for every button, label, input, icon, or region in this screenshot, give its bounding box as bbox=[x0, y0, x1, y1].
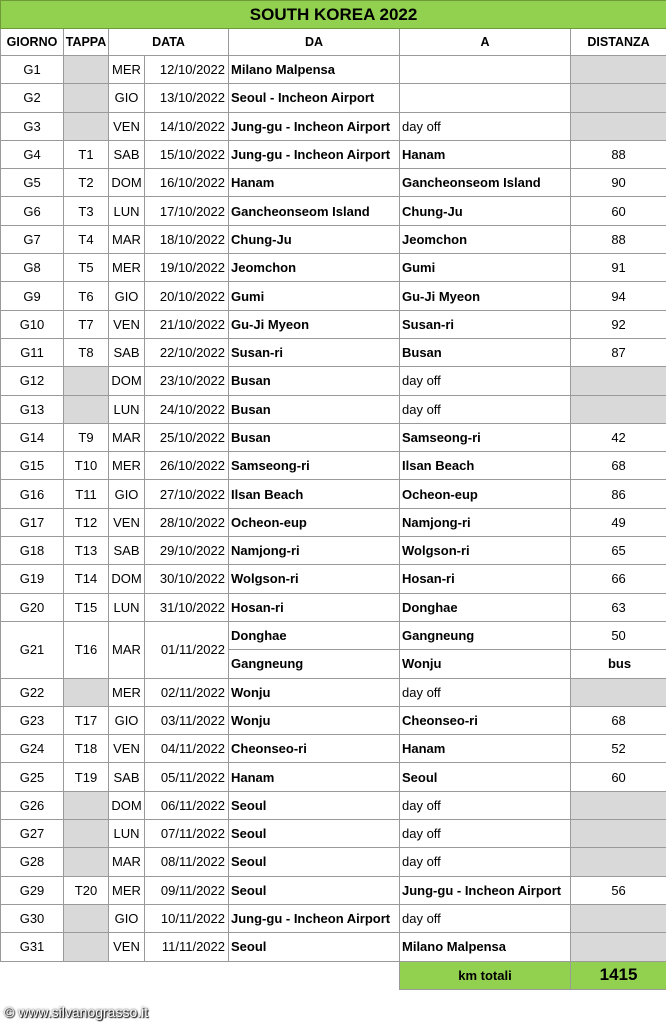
cell-date: 02/11/2022 bbox=[145, 678, 229, 706]
table-row bbox=[1, 310, 666, 338]
table-row bbox=[1, 876, 666, 904]
cell-date: 19/10/2022 bbox=[145, 254, 229, 282]
cell-date: 29/10/2022 bbox=[145, 537, 229, 565]
cell-giorno: G23 bbox=[1, 706, 64, 734]
cell-giorno: G16 bbox=[1, 480, 64, 508]
cell-distanza: 66 bbox=[571, 565, 666, 593]
cell-da: Seoul bbox=[229, 933, 400, 961]
table-row bbox=[1, 395, 666, 423]
cell-dow: MER bbox=[109, 876, 145, 904]
cell-giorno: G26 bbox=[1, 791, 64, 819]
table-row bbox=[1, 763, 666, 791]
table-row bbox=[1, 84, 666, 112]
cell-a bbox=[400, 56, 571, 84]
cell-a: Ocheon-eup bbox=[400, 480, 571, 508]
header-giorno: GIORNO bbox=[1, 29, 64, 56]
cell-dow: LUN bbox=[109, 820, 145, 848]
cell-distanza bbox=[571, 820, 666, 848]
cell-giorno: G21 bbox=[1, 621, 64, 678]
cell-a: Milano Malpensa bbox=[400, 933, 571, 961]
cell-a: Chung-Ju bbox=[400, 197, 571, 225]
cell-tappa: T6 bbox=[64, 282, 109, 310]
cell-da: Seoul bbox=[229, 820, 400, 848]
cell-date: 07/11/2022 bbox=[145, 820, 229, 848]
cell-a: Busan bbox=[400, 338, 571, 366]
cell-date: 14/10/2022 bbox=[145, 112, 229, 140]
cell-dow: VEN bbox=[109, 933, 145, 961]
table-row bbox=[1, 282, 666, 310]
cell-dow: SAB bbox=[109, 140, 145, 168]
cell-a: day off bbox=[400, 904, 571, 932]
cell-dow: LUN bbox=[109, 593, 145, 621]
cell-da: Chung-Ju bbox=[229, 225, 400, 253]
cell-distanza: 92 bbox=[571, 310, 666, 338]
cell-giorno: G13 bbox=[1, 395, 64, 423]
cell-giorno: G2 bbox=[1, 84, 64, 112]
table-row bbox=[1, 225, 666, 253]
cell-dow: VEN bbox=[109, 735, 145, 763]
cell-giorno: G31 bbox=[1, 933, 64, 961]
cell-a: Ilsan Beach bbox=[400, 452, 571, 480]
cell-date: 27/10/2022 bbox=[145, 480, 229, 508]
cell-dow: MAR bbox=[109, 225, 145, 253]
table-row bbox=[1, 537, 666, 565]
cell-distanza bbox=[571, 395, 666, 423]
cell-date: 06/11/2022 bbox=[145, 791, 229, 819]
cell-dow: GIO bbox=[109, 84, 145, 112]
cell-da: Gancheonseom Island bbox=[229, 197, 400, 225]
cell-distanza: 49 bbox=[571, 508, 666, 536]
cell-distanza: 91 bbox=[571, 254, 666, 282]
cell-tappa bbox=[64, 84, 109, 112]
cell-da: Wolgson-ri bbox=[229, 565, 400, 593]
cell-dow: MAR bbox=[109, 423, 145, 451]
cell-dow: SAB bbox=[109, 763, 145, 791]
table-row bbox=[1, 735, 666, 763]
cell-a: Gu-Ji Myeon bbox=[400, 282, 571, 310]
cell-date: 20/10/2022 bbox=[145, 282, 229, 310]
cell-dow: GIO bbox=[109, 480, 145, 508]
cell-giorno: G11 bbox=[1, 338, 64, 366]
cell-da: Seoul - Incheon Airport bbox=[229, 84, 400, 112]
cell-da: Samseong-ri bbox=[229, 452, 400, 480]
cell-da: Donghae bbox=[229, 621, 400, 649]
cell-giorno: G30 bbox=[1, 904, 64, 932]
cell-date: 26/10/2022 bbox=[145, 452, 229, 480]
cell-a bbox=[400, 84, 571, 112]
cell-tappa bbox=[64, 904, 109, 932]
cell-tappa: T15 bbox=[64, 593, 109, 621]
cell-giorno: G17 bbox=[1, 508, 64, 536]
cell-a: Hanam bbox=[400, 735, 571, 763]
cell-date: 17/10/2022 bbox=[145, 197, 229, 225]
table-row bbox=[1, 904, 666, 932]
cell-tappa bbox=[64, 933, 109, 961]
table-row bbox=[1, 423, 666, 451]
table-row bbox=[1, 140, 666, 168]
cell-date: 22/10/2022 bbox=[145, 338, 229, 366]
cell-distanza bbox=[571, 56, 666, 84]
cell-a: day off bbox=[400, 395, 571, 423]
cell-a: Jung-gu - Incheon Airport bbox=[400, 876, 571, 904]
cell-date: 11/11/2022 bbox=[145, 933, 229, 961]
header-data: DATA bbox=[109, 29, 229, 56]
cell-tappa: T4 bbox=[64, 225, 109, 253]
cell-a: day off bbox=[400, 848, 571, 876]
cell-tappa: T8 bbox=[64, 338, 109, 366]
cell-distanza: 65 bbox=[571, 537, 666, 565]
cell-distanza: 88 bbox=[571, 225, 666, 253]
cell-distanza: 52 bbox=[571, 735, 666, 763]
cell-a: Gangneung bbox=[400, 621, 571, 649]
cell-dow: MAR bbox=[109, 848, 145, 876]
cell-giorno: G25 bbox=[1, 763, 64, 791]
cell-tappa: T7 bbox=[64, 310, 109, 338]
cell-giorno: G12 bbox=[1, 367, 64, 395]
table-row bbox=[1, 480, 666, 508]
cell-distanza: 50 bbox=[571, 621, 666, 649]
cell-date: 05/11/2022 bbox=[145, 763, 229, 791]
total-label: km totali bbox=[400, 961, 571, 989]
cell-dow: DOM bbox=[109, 565, 145, 593]
cell-giorno: G4 bbox=[1, 140, 64, 168]
header-da: DA bbox=[229, 29, 400, 56]
cell-da: Namjong-ri bbox=[229, 537, 400, 565]
cell-da: Cheonseo-ri bbox=[229, 735, 400, 763]
cell-dow: GIO bbox=[109, 706, 145, 734]
cell-giorno: G29 bbox=[1, 876, 64, 904]
cell-da: Hosan-ri bbox=[229, 593, 400, 621]
cell-distanza: 68 bbox=[571, 452, 666, 480]
table-row bbox=[1, 197, 666, 225]
cell-date: 09/11/2022 bbox=[145, 876, 229, 904]
cell-distanza: 60 bbox=[571, 197, 666, 225]
cell-dow: GIO bbox=[109, 904, 145, 932]
cell-dow: VEN bbox=[109, 508, 145, 536]
cell-da: Jung-gu - Incheon Airport bbox=[229, 140, 400, 168]
cell-date: 16/10/2022 bbox=[145, 169, 229, 197]
cell-tappa: T13 bbox=[64, 537, 109, 565]
cell-distanza: 86 bbox=[571, 480, 666, 508]
table-row bbox=[1, 367, 666, 395]
cell-date: 28/10/2022 bbox=[145, 508, 229, 536]
cell-a: Susan-ri bbox=[400, 310, 571, 338]
cell-distanza bbox=[571, 367, 666, 395]
table-row bbox=[1, 508, 666, 536]
table-title: SOUTH KOREA 2022 bbox=[1, 1, 666, 29]
cell-giorno: G22 bbox=[1, 678, 64, 706]
cell-date: 31/10/2022 bbox=[145, 593, 229, 621]
cell-da: Busan bbox=[229, 395, 400, 423]
cell-a: Namjong-ri bbox=[400, 508, 571, 536]
cell-da: Gangneung bbox=[229, 650, 400, 678]
cell-a: day off bbox=[400, 820, 571, 848]
cell-tappa bbox=[64, 395, 109, 423]
cell-tappa: T1 bbox=[64, 140, 109, 168]
cell-a: Wolgson-ri bbox=[400, 537, 571, 565]
table-row bbox=[1, 112, 666, 140]
cell-tappa: T18 bbox=[64, 735, 109, 763]
cell-date: 25/10/2022 bbox=[145, 423, 229, 451]
cell-date: 15/10/2022 bbox=[145, 140, 229, 168]
cell-tappa bbox=[64, 848, 109, 876]
cell-distanza: 60 bbox=[571, 763, 666, 791]
cell-dow: SAB bbox=[109, 338, 145, 366]
cell-da: Gumi bbox=[229, 282, 400, 310]
header-tappa: TAPPA bbox=[64, 29, 109, 56]
cell-da: Ocheon-eup bbox=[229, 508, 400, 536]
cell-giorno: G8 bbox=[1, 254, 64, 282]
table-row bbox=[1, 169, 666, 197]
cell-a: day off bbox=[400, 112, 571, 140]
cell-distanza bbox=[571, 848, 666, 876]
cell-tappa bbox=[64, 56, 109, 84]
cell-giorno: G6 bbox=[1, 197, 64, 225]
cell-date: 21/10/2022 bbox=[145, 310, 229, 338]
cell-tappa: T3 bbox=[64, 197, 109, 225]
table-row bbox=[1, 254, 666, 282]
cell-da: Wonju bbox=[229, 678, 400, 706]
cell-dow: MER bbox=[109, 678, 145, 706]
header-distanza: DISTANZA bbox=[571, 29, 666, 56]
cell-distanza: 68 bbox=[571, 706, 666, 734]
table-row bbox=[1, 593, 666, 621]
cell-distanza: 90 bbox=[571, 169, 666, 197]
cell-dow: VEN bbox=[109, 112, 145, 140]
cell-distanza bbox=[571, 933, 666, 961]
cell-giorno: G10 bbox=[1, 310, 64, 338]
cell-giorno: G7 bbox=[1, 225, 64, 253]
cell-giorno: G1 bbox=[1, 56, 64, 84]
cell-tappa: T10 bbox=[64, 452, 109, 480]
cell-date: 03/11/2022 bbox=[145, 706, 229, 734]
cell-giorno: G3 bbox=[1, 112, 64, 140]
cell-tappa bbox=[64, 367, 109, 395]
cell-tappa: T2 bbox=[64, 169, 109, 197]
table-row bbox=[1, 338, 666, 366]
cell-distanza: 42 bbox=[571, 423, 666, 451]
cell-dow: LUN bbox=[109, 395, 145, 423]
cell-dow: MAR bbox=[109, 621, 145, 678]
cell-tappa bbox=[64, 820, 109, 848]
cell-tappa: T17 bbox=[64, 706, 109, 734]
cell-date: 01/11/2022 bbox=[145, 621, 229, 678]
cell-giorno: G5 bbox=[1, 169, 64, 197]
cell-da: Seoul bbox=[229, 848, 400, 876]
cell-tappa: T16 bbox=[64, 621, 109, 678]
cell-a: Jeomchon bbox=[400, 225, 571, 253]
cell-date: 10/11/2022 bbox=[145, 904, 229, 932]
cell-distanza: 56 bbox=[571, 876, 666, 904]
cell-tappa: T11 bbox=[64, 480, 109, 508]
cell-a: Wonju bbox=[400, 650, 571, 678]
header-a: A bbox=[400, 29, 571, 56]
cell-date: 12/10/2022 bbox=[145, 56, 229, 84]
cell-a: day off bbox=[400, 678, 571, 706]
table-row bbox=[1, 452, 666, 480]
cell-date: 18/10/2022 bbox=[145, 225, 229, 253]
table-row bbox=[1, 565, 666, 593]
cell-a: Hanam bbox=[400, 140, 571, 168]
cell-distanza bbox=[571, 904, 666, 932]
cell-tappa: T5 bbox=[64, 254, 109, 282]
cell-da: Gu-Ji Myeon bbox=[229, 310, 400, 338]
cell-distanza: bus bbox=[571, 650, 666, 678]
table-row bbox=[1, 933, 666, 961]
header-row bbox=[1, 29, 666, 56]
cell-a: Gumi bbox=[400, 254, 571, 282]
table-row bbox=[1, 791, 666, 819]
totals-spacer bbox=[1, 961, 400, 989]
cell-dow: MER bbox=[109, 452, 145, 480]
cell-tappa: T19 bbox=[64, 763, 109, 791]
cell-tappa: T14 bbox=[64, 565, 109, 593]
table-row bbox=[1, 621, 666, 649]
cell-distanza bbox=[571, 84, 666, 112]
cell-a: day off bbox=[400, 791, 571, 819]
cell-da: Hanam bbox=[229, 169, 400, 197]
total-value: 1415 bbox=[571, 961, 666, 989]
cell-tappa bbox=[64, 678, 109, 706]
cell-dow: DOM bbox=[109, 367, 145, 395]
cell-distanza bbox=[571, 678, 666, 706]
cell-dow: VEN bbox=[109, 310, 145, 338]
cell-a: Cheonseo-ri bbox=[400, 706, 571, 734]
cell-da: Ilsan Beach bbox=[229, 480, 400, 508]
cell-da: Busan bbox=[229, 423, 400, 451]
cell-distanza: 88 bbox=[571, 140, 666, 168]
cell-giorno: G19 bbox=[1, 565, 64, 593]
totals-row bbox=[1, 961, 666, 989]
cell-dow: MER bbox=[109, 254, 145, 282]
cell-distanza bbox=[571, 112, 666, 140]
cell-date: 23/10/2022 bbox=[145, 367, 229, 395]
cell-giorno: G15 bbox=[1, 452, 64, 480]
cell-dow: DOM bbox=[109, 169, 145, 197]
cell-giorno: G28 bbox=[1, 848, 64, 876]
cell-distanza: 87 bbox=[571, 338, 666, 366]
cell-da: Milano Malpensa bbox=[229, 56, 400, 84]
cell-distanza bbox=[571, 791, 666, 819]
cell-giorno: G24 bbox=[1, 735, 64, 763]
cell-da: Wonju bbox=[229, 706, 400, 734]
cell-date: 13/10/2022 bbox=[145, 84, 229, 112]
cell-dow: MER bbox=[109, 56, 145, 84]
cell-giorno: G18 bbox=[1, 537, 64, 565]
cell-da: Seoul bbox=[229, 791, 400, 819]
table-row bbox=[1, 56, 666, 84]
cell-a: Donghae bbox=[400, 593, 571, 621]
cell-tappa bbox=[64, 112, 109, 140]
cell-giorno: G27 bbox=[1, 820, 64, 848]
cell-da: Busan bbox=[229, 367, 400, 395]
cell-tappa: T20 bbox=[64, 876, 109, 904]
watermark: © www.silvanograsso.it bbox=[4, 1004, 149, 1020]
cell-tappa: T12 bbox=[64, 508, 109, 536]
cell-da: Jeomchon bbox=[229, 254, 400, 282]
cell-a: Seoul bbox=[400, 763, 571, 791]
cell-giorno: G9 bbox=[1, 282, 64, 310]
cell-distanza: 94 bbox=[571, 282, 666, 310]
cell-a: Hosan-ri bbox=[400, 565, 571, 593]
cell-dow: SAB bbox=[109, 537, 145, 565]
table-row bbox=[1, 678, 666, 706]
cell-giorno: G14 bbox=[1, 423, 64, 451]
table-row bbox=[1, 820, 666, 848]
cell-da: Susan-ri bbox=[229, 338, 400, 366]
cell-date: 04/11/2022 bbox=[145, 735, 229, 763]
cell-da: Jung-gu - Incheon Airport bbox=[229, 904, 400, 932]
cell-da: Jung-gu - Incheon Airport bbox=[229, 112, 400, 140]
cell-dow: GIO bbox=[109, 282, 145, 310]
cell-a: Gancheonseom Island bbox=[400, 169, 571, 197]
cell-da: Hanam bbox=[229, 763, 400, 791]
cell-da: Seoul bbox=[229, 876, 400, 904]
cell-dow: LUN bbox=[109, 197, 145, 225]
cell-a: day off bbox=[400, 367, 571, 395]
table-row bbox=[1, 706, 666, 734]
cell-date: 08/11/2022 bbox=[145, 848, 229, 876]
cell-date: 24/10/2022 bbox=[145, 395, 229, 423]
cell-a: Samseong-ri bbox=[400, 423, 571, 451]
cell-dow: DOM bbox=[109, 791, 145, 819]
table-row bbox=[1, 848, 666, 876]
cell-tappa: T9 bbox=[64, 423, 109, 451]
cell-date: 30/10/2022 bbox=[145, 565, 229, 593]
cell-tappa bbox=[64, 791, 109, 819]
cell-giorno: G20 bbox=[1, 593, 64, 621]
cell-distanza: 63 bbox=[571, 593, 666, 621]
